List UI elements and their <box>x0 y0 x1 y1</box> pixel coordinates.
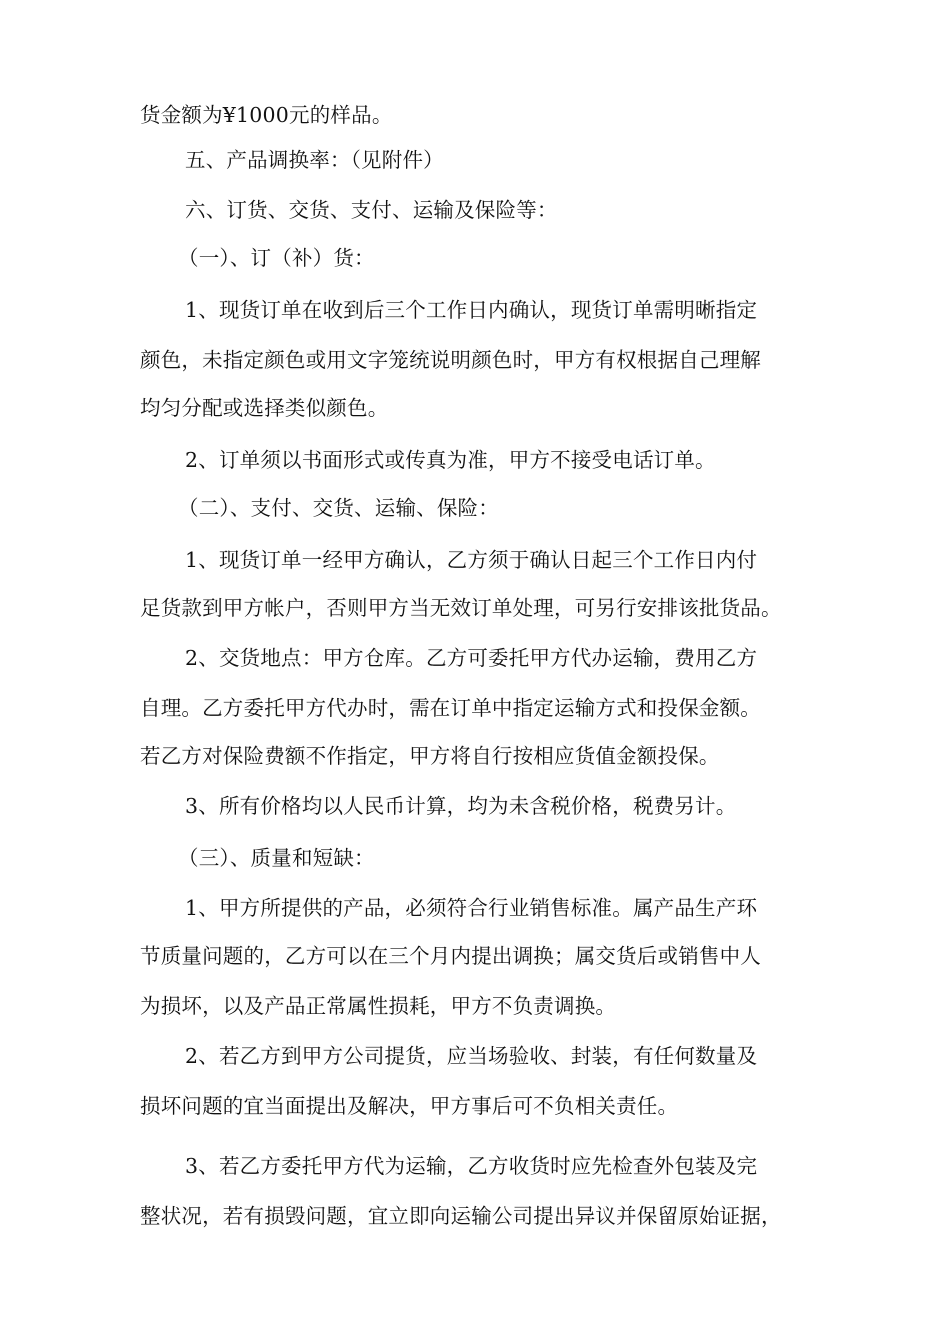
text-line: 2、若乙方到甲方公司提货，应当场验收、封装，有任何数量及 <box>185 1044 758 1068</box>
subsection-heading: （三）、质量和短缺： <box>178 846 375 870</box>
text-line: 损坏问题的宜当面提出及解决，甲方事后可不负相关责任。 <box>140 1094 679 1118</box>
text-line: 3、若乙方委托甲方代为运输，乙方收货时应先检查外包装及完 <box>185 1154 758 1178</box>
text-line: 自理。乙方委托甲方代办时，需在订单中指定运输方式和投保金额。 <box>140 696 761 720</box>
text-line: 1、现货订单一经甲方确认，乙方须于确认日起三个工作日内付 <box>185 548 758 572</box>
section-heading: 六、订货、交货、支付、运输及保险等： <box>185 198 558 222</box>
section-heading: 五、产品调换率：（见附件） <box>185 148 444 172</box>
text-line: 若乙方对保险费额不作指定，甲方将自行按相应货值金额投保。 <box>140 744 720 768</box>
text-line: 货金额为¥1000元的样品。 <box>140 103 393 127</box>
subsection-heading: （二）、支付、交货、运输、保险： <box>178 496 499 520</box>
text-line: 足货款到甲方帐户，否则甲方当无效订单处理，可另行安排该批货品。 <box>140 596 782 620</box>
text-line: 3、所有价格均以人民币计算，均为未含税价格，税费另计。 <box>185 794 737 818</box>
text-line: 颜色，未指定颜色或用文字笼统说明颜色时，甲方有权根据自己理解 <box>140 348 761 372</box>
text-line: 1、现货订单在收到后三个工作日内确认，现货订单需明晰指定 <box>185 298 758 322</box>
text-line: 为损坏，以及产品正常属性损耗，甲方不负责调换。 <box>140 994 617 1018</box>
text-line: 均匀分配或选择类似颜色。 <box>140 396 389 420</box>
text-line: 2、订单须以书面形式或传真为准，甲方不接受电话订单。 <box>185 448 716 472</box>
text-line: 2、交货地点：甲方仓库。乙方可委托甲方代办运输，费用乙方 <box>185 646 758 670</box>
text-line: 节质量问题的，乙方可以在三个月内提出调换；属交货后或销售中人 <box>140 944 761 968</box>
text-line: 整状况，若有损毁问题，宜立即向运输公司提出异议并保留原始证据， <box>140 1204 782 1228</box>
subsection-heading: （一）、订（补）货： <box>178 246 375 270</box>
text-line: 1、甲方所提供的产品，必须符合行业销售标准。属产品生产环 <box>185 896 758 920</box>
